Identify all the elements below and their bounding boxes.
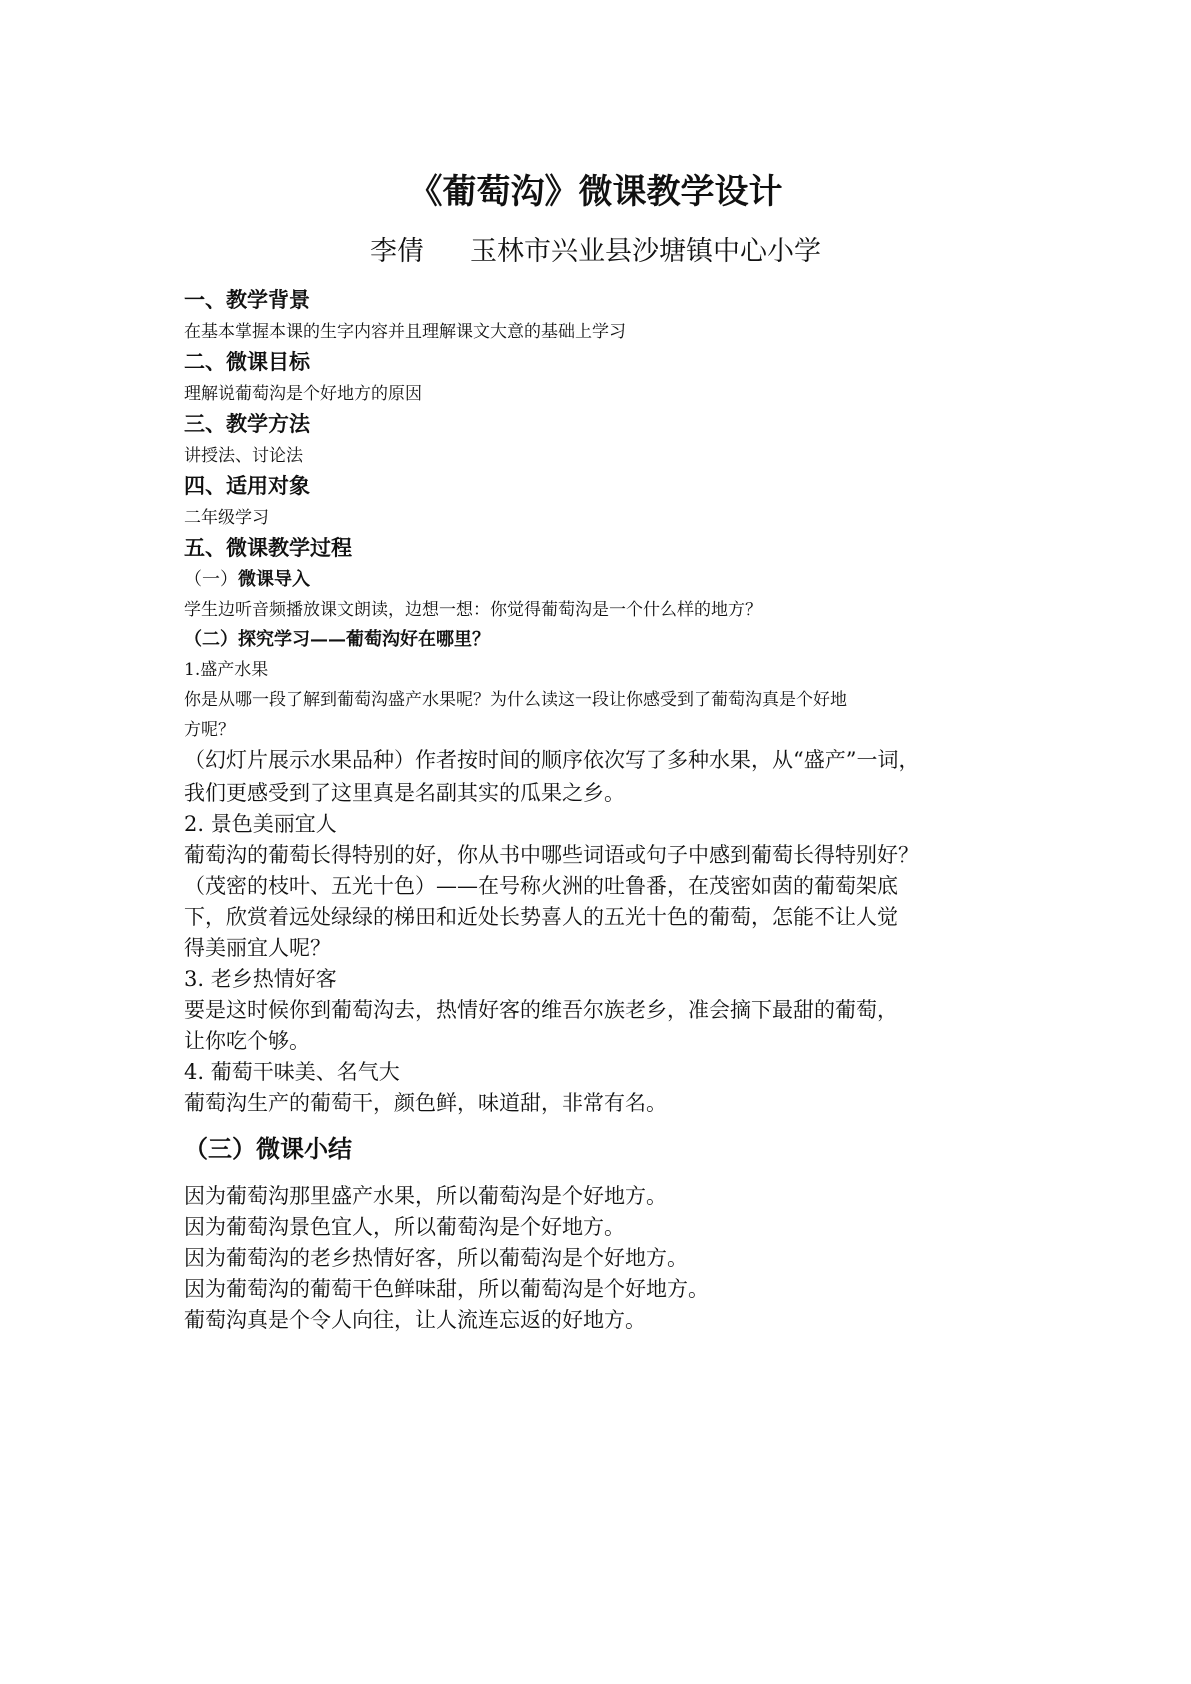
section-text-background: 在基本掌握本课的生字内容并且理解课文大意的基础上学习: [184, 322, 626, 342]
item2-line: 葡萄沟的葡萄长得特别的好，你从书中哪些词语或句子中感到葡萄长得特别好？: [184, 843, 919, 867]
document-body: [184, 285, 1024, 1336]
document-title: 《葡萄沟》微课教学设计: [408, 172, 783, 212]
item4-line: 葡萄沟生产的葡萄干，颜色鲜，味道甜，非常有名。: [184, 1091, 667, 1115]
item1-question-line: 方呢？: [184, 720, 235, 740]
item1-question-line: 你是从哪一段了解到葡萄沟盛产水果呢？为什么读这一段让你感受到了葡萄沟真是个好地: [184, 690, 847, 710]
author-line: [0, 234, 1191, 270]
item2-line: 得美丽宜人呢？: [184, 936, 331, 960]
section-heading-goal: 二、微课目标: [184, 349, 310, 374]
summary-line: 葡萄沟真是个令人向往，让人流连忘返的好地方。: [184, 1308, 646, 1332]
item2-line: （茂密的枝叶、五光十色）——在号称火洲的吐鲁番，在茂密如茵的葡萄架底: [184, 874, 898, 898]
summary-line: 因为葡萄沟那里盛产水果，所以葡萄沟是个好地方。: [184, 1184, 667, 1208]
item1-answer-line: [184, 745, 1024, 778]
section-text-audience: 二年级学习: [184, 508, 269, 528]
item2-heading: 2. 景色美丽宜人: [184, 812, 337, 836]
item4-heading: 4. 葡萄干味美、名气大: [184, 1060, 400, 1084]
item3-heading: 3. 老乡热情好客: [184, 967, 337, 991]
item1-heading: 1.盛产水果: [184, 660, 269, 680]
section-heading-audience: 四、适用对象: [184, 473, 310, 498]
subsection-title-intro: 微课导入: [238, 569, 310, 590]
intro-text: 学生边听音频播放课文朗读，边想一想：你觉得葡萄沟是一个什么样的地方？: [184, 600, 762, 620]
summary-line: 因为葡萄沟的老乡热情好客，所以葡萄沟是个好地方。: [184, 1246, 688, 1270]
subsection-heading-explore: （二）探究学习——葡萄沟好在哪里？: [184, 629, 490, 650]
author-school: 玉林市兴业县沙塘镇中心小学: [470, 236, 821, 267]
section-text-goal: 理解说葡萄沟是个好地方的原因: [184, 384, 422, 404]
section-text-method: 讲授法、讨论法: [184, 446, 303, 466]
item3-line: 让你吃个够。: [184, 1029, 310, 1053]
item3-line: 要是这时候你到葡萄沟去，热情好客的维吾尔族老乡，准会摘下最甜的葡萄，: [184, 998, 898, 1022]
summary-heading: （三）微课小结: [184, 1134, 352, 1163]
summary-line: 因为葡萄沟的葡萄干色鲜味甜，所以葡萄沟是个好地方。: [184, 1277, 709, 1301]
section-heading-background: 一、教学背景: [184, 287, 310, 312]
item2-line: 下，欣赏着远处绿绿的梯田和近处长势喜人的五光十色的葡萄，怎能不让人觉: [184, 905, 898, 929]
item1-answer-text: （幻灯片展示水果品种）作者按时间的顺序依次写了多种水果，从“盛产”一词，: [184, 748, 920, 772]
subsection-prefix-intro: （一）: [184, 569, 238, 590]
section-heading-method: 三、教学方法: [184, 411, 310, 436]
author-name: 李倩: [370, 236, 424, 267]
section-heading-process: 五、微课教学过程: [184, 535, 352, 560]
item1-answer-line: 我们更感受到了这里真是名副其实的瓜果之乡。: [184, 781, 625, 805]
summary-line: 因为葡萄沟景色宜人，所以葡萄沟是个好地方。: [184, 1215, 625, 1239]
subsection-heading-intro: [184, 565, 1024, 595]
